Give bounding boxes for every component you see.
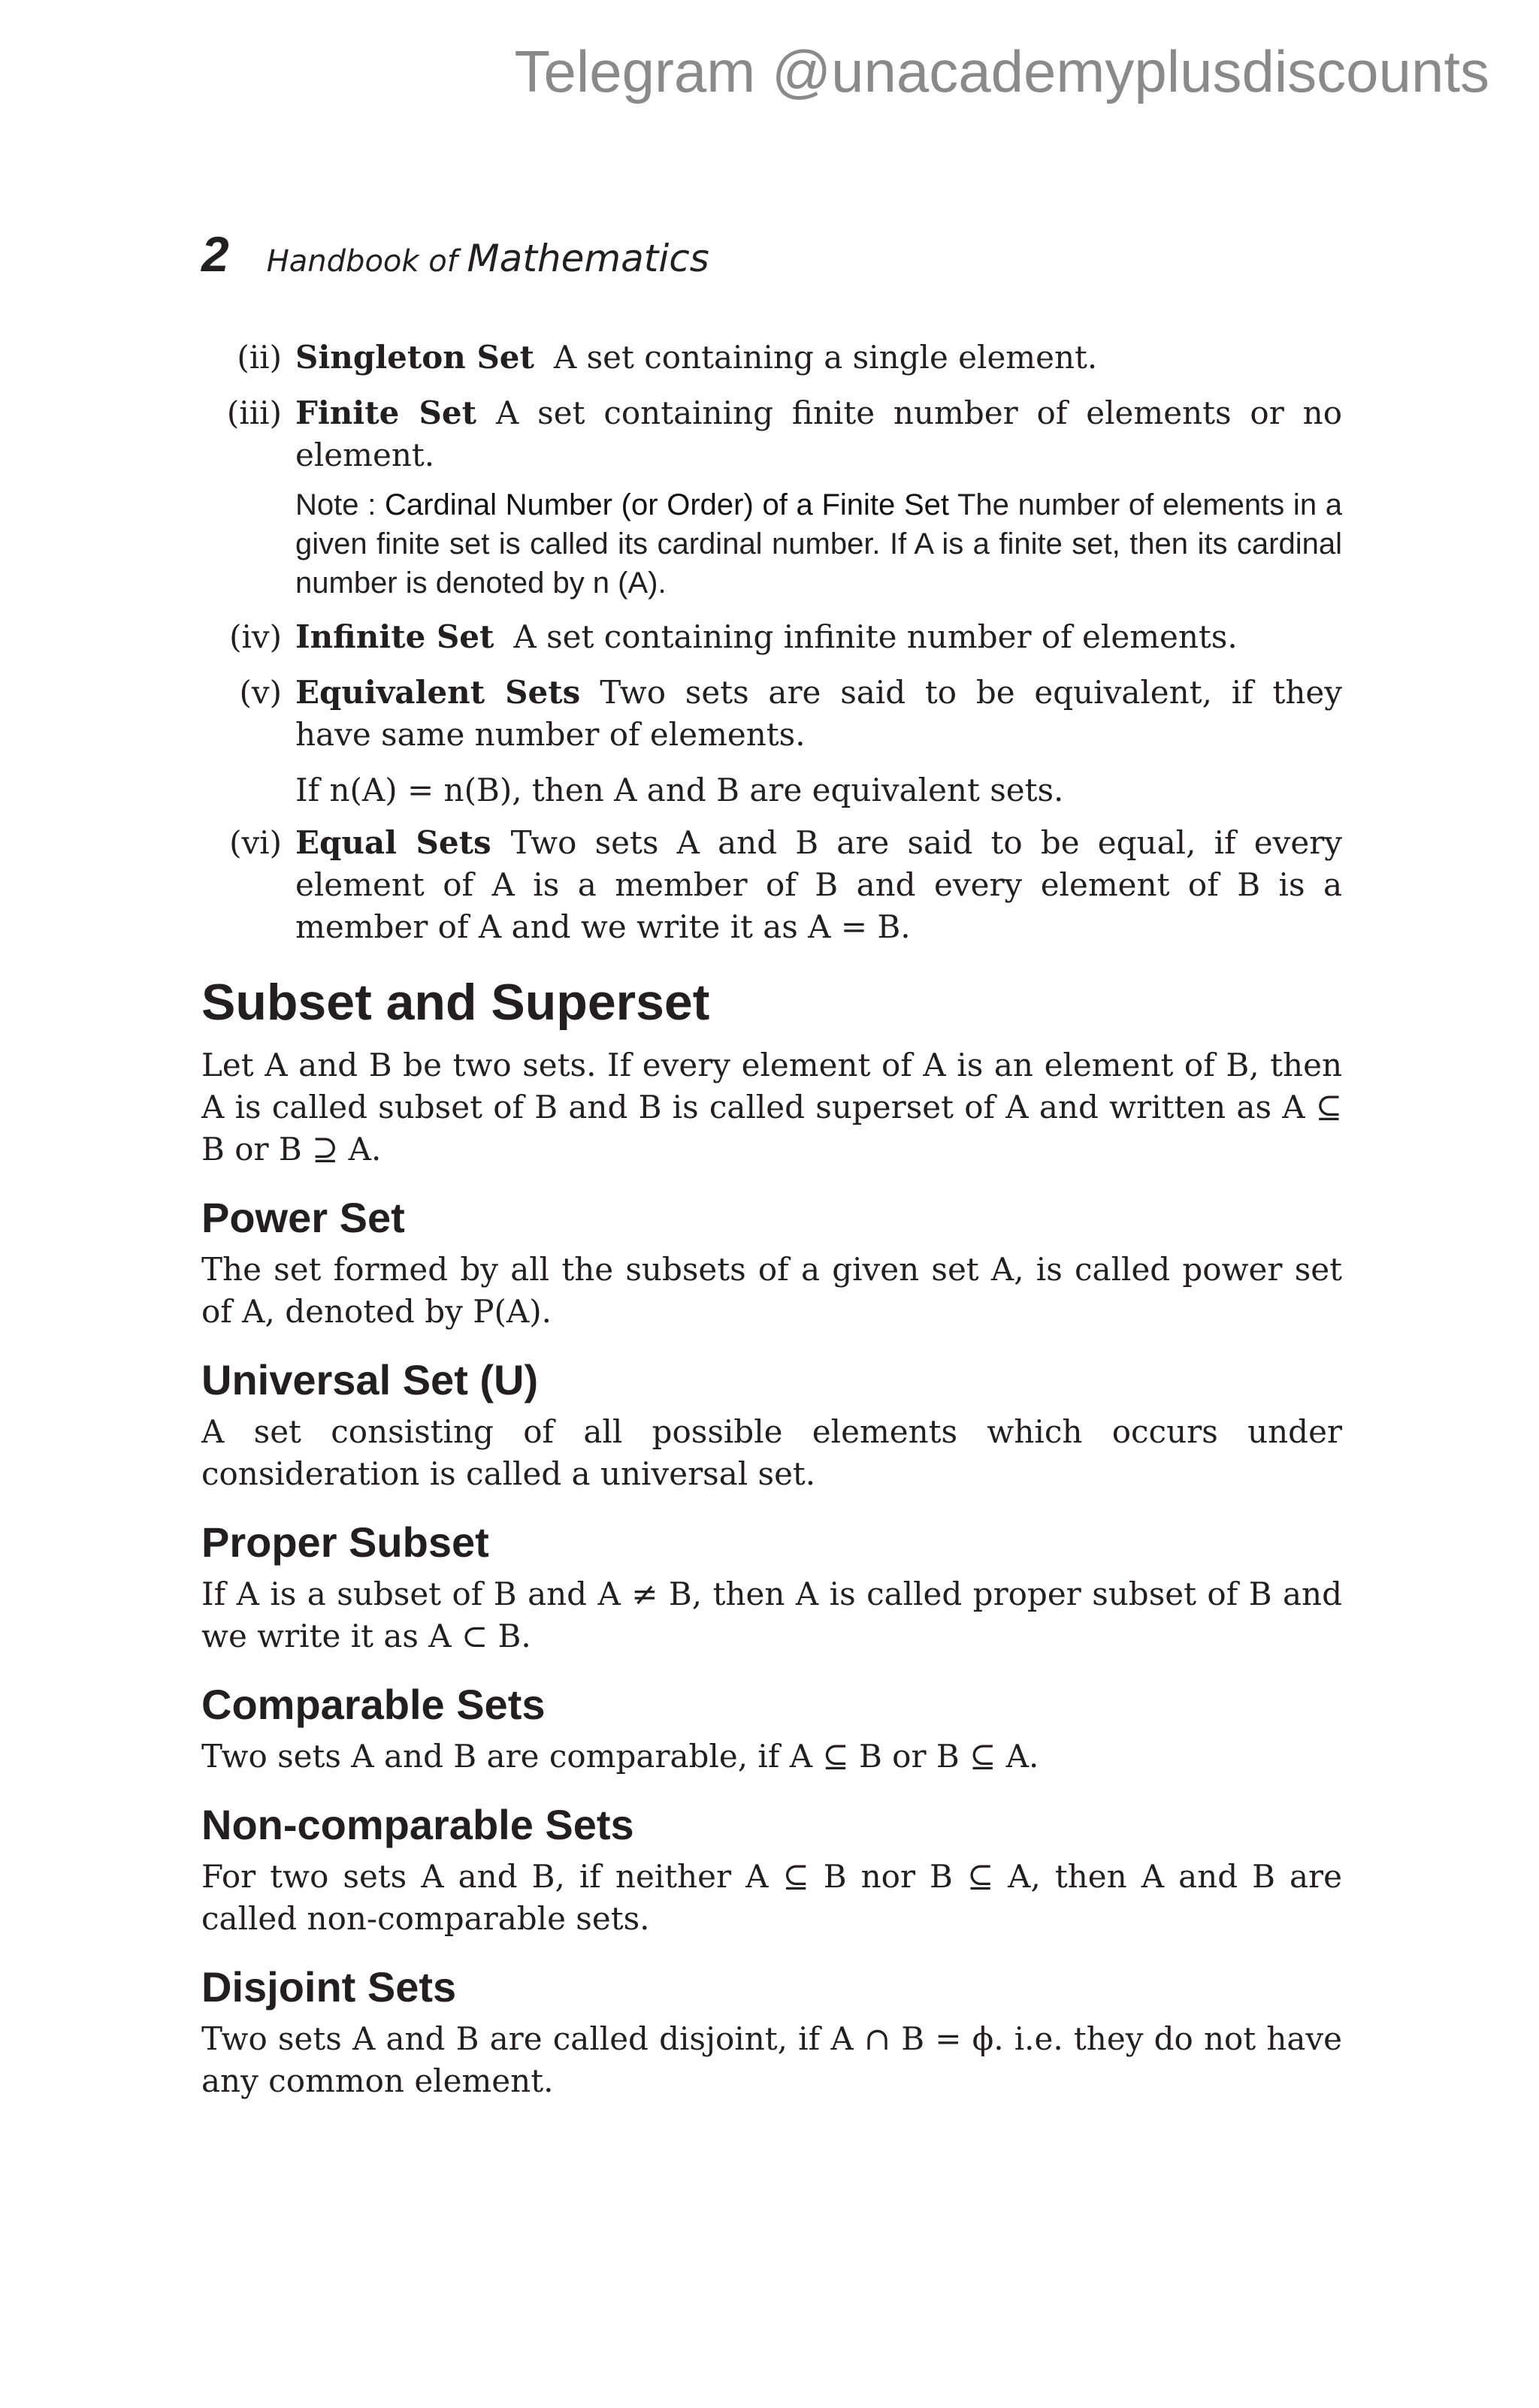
list-item-finite bbox=[201, 392, 1342, 476]
list-item-equivalent bbox=[201, 672, 1342, 756]
note-heading: Cardinal Number (or Order) of a Finite Set bbox=[385, 488, 949, 521]
section-title-non-comparable-sets: Non-comparable Sets bbox=[201, 1801, 634, 1848]
section-text-comparable-sets: Two sets A and B are comparable, if A ⊆ B or B ⊆ A. bbox=[201, 1738, 1039, 1775]
book-title-big: Mathematics bbox=[467, 237, 709, 280]
section-text-power-set: The set formed by all the subsets of a given set A, is called power set of A, denoted by P(A). bbox=[201, 1251, 1342, 1330]
item-text: A set containing finite number of elements or no element. bbox=[295, 394, 1342, 473]
list-item-infinite bbox=[201, 616, 1342, 658]
list-item-singleton bbox=[201, 337, 1342, 379]
page-content bbox=[201, 337, 1342, 2110]
watermark: Telegram @unacademyplusdiscounts bbox=[514, 38, 1489, 104]
book-title bbox=[267, 237, 709, 280]
section-text-proper-subset: If A is a subset of B and A ≠ B, then A is called proper subset of B and we write it as A ⊂ B. bbox=[201, 1576, 1342, 1654]
item-text: A set containing infinite number of elements. bbox=[513, 618, 1238, 655]
item-term: Equivalent Sets bbox=[295, 674, 581, 711]
page-number: 2 bbox=[201, 226, 229, 282]
item-number: (ii) bbox=[237, 339, 282, 376]
note-box bbox=[295, 485, 1342, 603]
item-term: Finite Set bbox=[295, 394, 476, 431]
section-text-universal-set: A set consisting of all possible elements which occurs under consideration is called a universal set. bbox=[201, 1413, 1342, 1492]
section-text-disjoint-sets: Two sets A and B are called disjoint, if A ∩ B = ϕ. i.e. they do not have any common element. bbox=[201, 2020, 1342, 2099]
item-number: (vi) bbox=[229, 824, 282, 861]
book-title-small: Handbook of bbox=[266, 244, 458, 279]
note-separator: : bbox=[367, 488, 376, 521]
section-text-subset: Let A and B be two sets. If every element of A is an element of B, then A is called subset of B and B is called superset of A and written as A ⊆ B or B ⊇ A. bbox=[201, 1047, 1342, 1168]
note-label: Note bbox=[295, 488, 359, 521]
equivalent-condition: If n(A) = n(B), then A and B are equivalent sets. bbox=[295, 772, 1064, 808]
item-term: Equal Sets bbox=[295, 824, 491, 861]
page-header bbox=[201, 225, 709, 282]
section-title-universal-set: Universal Set (U) bbox=[201, 1356, 539, 1403]
item-number: (iv) bbox=[229, 618, 282, 655]
item-term: Infinite Set bbox=[295, 618, 494, 655]
section-title-disjoint-sets: Disjoint Sets bbox=[201, 1963, 457, 2011]
note-text: The number of elements in a given finite set is called its cardinal number. If A is a finite set, then its cardinal number is denoted by n (A). bbox=[295, 488, 1343, 600]
item-text: Two sets are said to be equivalent, if they have same number of elements. bbox=[295, 674, 1342, 753]
item-number: (iii) bbox=[226, 394, 282, 431]
section-title-proper-subset: Proper Subset bbox=[201, 1518, 489, 1566]
item-number: (v) bbox=[239, 674, 282, 711]
item-text: Two sets A and B are said to be equal, if every element of A is a member of B and every element of B is a member of A and we write it as A = B. bbox=[295, 824, 1342, 945]
section-text-non-comparable-sets: For two sets A and B, if neither A ⊆ B nor B ⊆ A, then A and B are called non-comparable sets. bbox=[201, 1858, 1342, 1937]
item-text: A set containing a single element. bbox=[553, 339, 1098, 376]
section-title-power-set: Power Set bbox=[201, 1194, 405, 1241]
list-item-equal bbox=[201, 822, 1342, 948]
item-term: Singleton Set bbox=[295, 339, 534, 376]
section-title-comparable-sets: Comparable Sets bbox=[201, 1681, 546, 1728]
section-title-subset: Subset and Superset bbox=[201, 974, 710, 1031]
